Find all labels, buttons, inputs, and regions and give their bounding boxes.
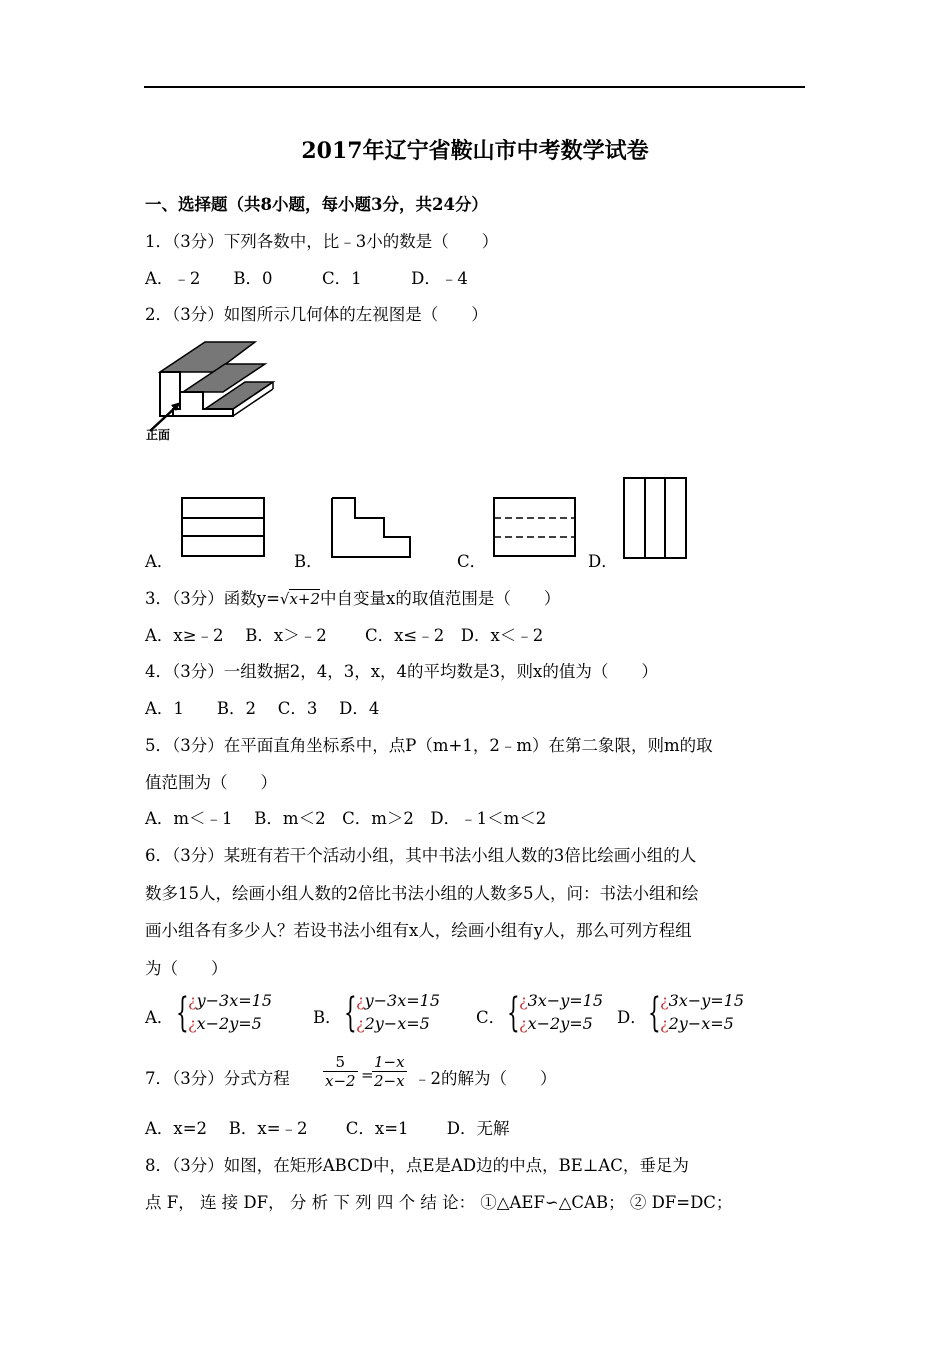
q2-option-a-figure[interactable]	[180, 496, 268, 560]
equation: 3x−y=15	[668, 991, 744, 1010]
sqrt-sign: √	[279, 590, 290, 608]
header-rule	[144, 86, 805, 88]
invalid-glyph: ¿	[356, 1014, 365, 1033]
brace-icon: {	[648, 990, 661, 1036]
q8-stem-line2: 点 F， 连 接 DF， 分 析 下 列 四 个 结 论： ①△AEF∽△CAB； ② DF=DC；	[145, 1193, 733, 1212]
brace-icon: {	[176, 990, 189, 1036]
q4-stem: 4．（3分）一组数据2，4，3，x，4的平均数是3，则x的值为（ ）	[145, 662, 658, 681]
q3-options: A．x≥﹣2 B．x＞﹣2 C．x≤﹣2 D．x＜﹣2	[145, 626, 544, 645]
invalid-glyph: ¿	[660, 1014, 669, 1033]
equation: x−2y=5	[527, 1014, 593, 1033]
q6-option-b-system[interactable]	[344, 991, 474, 1035]
invalid-glyph: ¿	[356, 991, 365, 1010]
equation: 2y−x=5	[668, 1014, 734, 1033]
section-heading: 一、选择题（共8小题，每小题3分，共24分）	[145, 195, 488, 214]
q7-fraction-1	[323, 1053, 358, 1090]
invalid-glyph: ¿	[660, 991, 669, 1010]
q7-options: A．x=2 B．x=﹣2 C．x=1 D．无解	[145, 1119, 510, 1138]
q3-stem-pre: 3．（3分）函数y=	[145, 589, 280, 608]
q2-option-b-figure[interactable]	[329, 496, 415, 560]
q6-stem-line4: 为（ ）	[145, 959, 228, 978]
q7-stem-post: ﹣2的解为（ ）	[414, 1069, 557, 1088]
q7-fraction-2	[372, 1053, 407, 1090]
q6-stem-line3: 画小组各有多少人？若设书法小组有x人，绘画小组有y人，那么可列方程组	[145, 921, 692, 940]
invalid-glyph: ¿	[188, 991, 197, 1010]
q3-radicand: x+2	[289, 590, 321, 608]
equation: y−3x=15	[364, 991, 440, 1010]
q6-option-a-label: A．	[145, 1008, 174, 1027]
q7-equals: =	[361, 1066, 374, 1084]
q5-options: A．m＜﹣1 B．m＜2 C．m＞2 D．﹣1＜m＜2	[145, 809, 547, 828]
q2-option-c-figure[interactable]	[492, 496, 578, 560]
fraction-numerator: 5	[323, 1053, 358, 1072]
equation: 3x−y=15	[527, 991, 603, 1010]
brace-icon: {	[507, 990, 520, 1036]
q2-option-d-figure[interactable]	[622, 476, 690, 560]
fraction-denominator: x−2	[325, 1072, 356, 1090]
q2-option-b-label: B．	[294, 552, 323, 571]
q7-stem-pre: 7．（3分）分式方程	[145, 1069, 290, 1088]
q6-option-a-system[interactable]	[176, 991, 306, 1035]
fraction-denominator: 2−x	[374, 1072, 405, 1090]
q2-option-c-label: C．	[457, 552, 487, 571]
q1-stem: 1．（3分）下列各数中，比﹣3小的数是（ ）	[145, 232, 499, 251]
equation: 2y−x=5	[364, 1014, 430, 1033]
equation: x−2y=5	[196, 1014, 262, 1033]
front-label: 正面	[146, 428, 171, 442]
q6-option-d-label: D．	[617, 1008, 647, 1027]
q4-options: A．1 B．2 C．3 D．4	[145, 699, 380, 718]
q5-stem-line1: 5．（3分）在平面直角坐标系中，点P（m+1，2﹣m）在第二象限，则m的取	[145, 736, 713, 755]
invalid-glyph: ¿	[519, 991, 528, 1010]
invalid-glyph: ¿	[519, 1014, 528, 1033]
q2-stem: 2．（3分）如图所示几何体的左视图是（ ）	[145, 305, 488, 324]
q3-stem	[145, 585, 560, 609]
q1-options: A．﹣2 B．0 C．1 D．﹣4	[145, 269, 468, 288]
q6-option-d-system[interactable]	[648, 991, 778, 1035]
q3-stem-post: 中自变量x的取值范围是（ ）	[320, 589, 561, 608]
brace-icon: {	[344, 990, 357, 1036]
q2-option-d-label: D．	[588, 552, 618, 571]
invalid-glyph: ¿	[188, 1014, 197, 1033]
q6-option-b-label: B．	[313, 1008, 342, 1027]
q6-option-c-label: C．	[476, 1008, 506, 1027]
q5-stem-line2: 值范围为（ ）	[145, 773, 277, 792]
page-title: 2017年辽宁省鞍山市中考数学试卷	[301, 138, 649, 164]
q6-stem-line1: 6．（3分）某班有若干个活动小组，其中书法小组人数的3倍比绘画小组的人	[145, 846, 697, 865]
q2-option-a-label: A．	[145, 552, 174, 571]
equation: y−3x=15	[196, 991, 272, 1010]
q8-stem-line1: 8．（3分）如图，在矩形ABCD中，点E是AD边的中点，BE⊥AC，垂足为	[145, 1156, 689, 1175]
fraction-numerator: 1−x	[374, 1053, 405, 1071]
q6-stem-line2: 数多15人，绘画小组人数的2倍比书法小组的人数多5人，问：书法小组和绘	[145, 884, 699, 903]
